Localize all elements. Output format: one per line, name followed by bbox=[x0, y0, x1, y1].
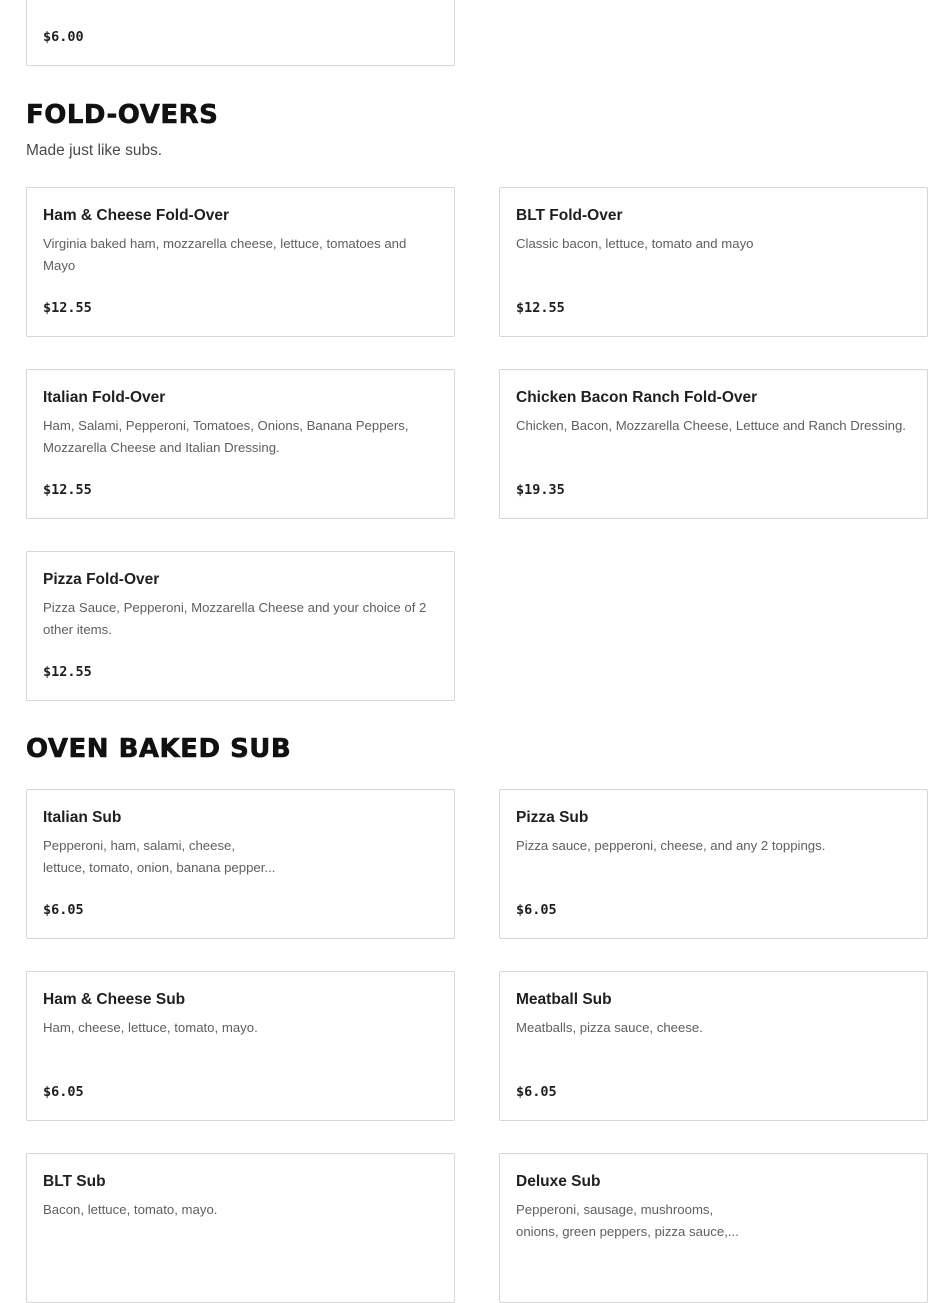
item-description: Ham, cheese, lettuce, tomato, mayo. bbox=[43, 1020, 258, 1035]
menu-item-pizza-fold-over[interactable] bbox=[26, 551, 455, 701]
item-price: $6.05 bbox=[516, 902, 557, 918]
section-subtitle: Made just like subs. bbox=[26, 142, 163, 159]
item-description: Pizza Sauce, Pepperoni, Mozzarella Cheese and your choice of 2 other items. bbox=[43, 600, 427, 637]
menu-item-pizza-sub[interactable] bbox=[499, 789, 928, 939]
item-name: Ham & Cheese Sub bbox=[43, 991, 186, 1008]
item-description: Pizza sauce, pepperoni, cheese, and any 2 toppings. bbox=[516, 838, 826, 853]
item-price: $12.55 bbox=[43, 482, 92, 498]
item-name: Italian Fold-Over bbox=[43, 389, 166, 406]
menu-item-meatball-sub[interactable] bbox=[499, 971, 928, 1121]
item-description: Bacon, lettuce, tomato, mayo. bbox=[43, 1202, 218, 1217]
item-name: Meatball Sub bbox=[516, 991, 612, 1008]
item-price: $6.00 bbox=[43, 29, 84, 45]
item-name: BLT Fold-Over bbox=[516, 207, 623, 224]
menu-item-blt-sub[interactable] bbox=[26, 1153, 455, 1303]
menu-item-italian-fold-over[interactable] bbox=[26, 369, 455, 519]
menu-item-ham-cheese-sub[interactable] bbox=[26, 971, 455, 1121]
item-description: Chicken, Bacon, Mozzarella Cheese, Lettuce and Ranch Dressing. bbox=[516, 418, 906, 433]
item-price: $12.55 bbox=[516, 300, 565, 316]
menu-item-deluxe-sub[interactable] bbox=[499, 1153, 928, 1303]
section-title-fold-overs: FOLD-OVERS bbox=[26, 100, 219, 130]
item-price: $12.55 bbox=[43, 664, 92, 680]
item-description: Meatballs, pizza sauce, cheese. bbox=[516, 1020, 703, 1035]
item-name: Chicken Bacon Ranch Fold-Over bbox=[516, 389, 758, 406]
item-description: Virginia baked ham, mozzarella cheese, lettuce, tomatoes and Mayo bbox=[43, 236, 407, 273]
item-price: $12.55 bbox=[43, 300, 92, 316]
menu-item-blt-fold-over[interactable] bbox=[499, 187, 928, 337]
item-name: BLT Sub bbox=[43, 1173, 106, 1190]
item-price: $6.05 bbox=[43, 1084, 84, 1100]
item-description: Classic bacon, lettuce, tomato and mayo bbox=[516, 236, 754, 251]
menu-item-italian-sub[interactable] bbox=[26, 789, 455, 939]
section-title-oven-baked-sub: OVEN BAKED SUB bbox=[26, 734, 292, 764]
item-name: Pizza Sub bbox=[516, 809, 589, 826]
item-name: Pizza Fold-Over bbox=[43, 571, 160, 588]
menu-item-card[interactable] bbox=[26, 0, 455, 66]
item-description: Pepperoni, ham, salami, cheese, lettuce, tomato, onion, banana pepper... bbox=[43, 838, 276, 875]
item-price: $6.05 bbox=[516, 1084, 557, 1100]
item-price: $19.35 bbox=[516, 482, 565, 498]
menu-item-chicken-bacon-ranch-fold-over[interactable] bbox=[499, 369, 928, 519]
item-name: Deluxe Sub bbox=[516, 1173, 601, 1190]
item-description: Pepperoni, sausage, mushrooms, onions, green peppers, pizza sauce,... bbox=[516, 1202, 739, 1239]
item-price: $6.05 bbox=[43, 902, 84, 918]
menu-item-ham-cheese-fold-over[interactable] bbox=[26, 187, 455, 337]
item-description: Ham, Salami, Pepperoni, Tomatoes, Onions, Banana Peppers, Mozzarella Cheese and Italian Dressing. bbox=[43, 418, 409, 455]
item-name: Ham & Cheese Fold-Over bbox=[43, 207, 230, 224]
item-name: Italian Sub bbox=[43, 809, 122, 826]
